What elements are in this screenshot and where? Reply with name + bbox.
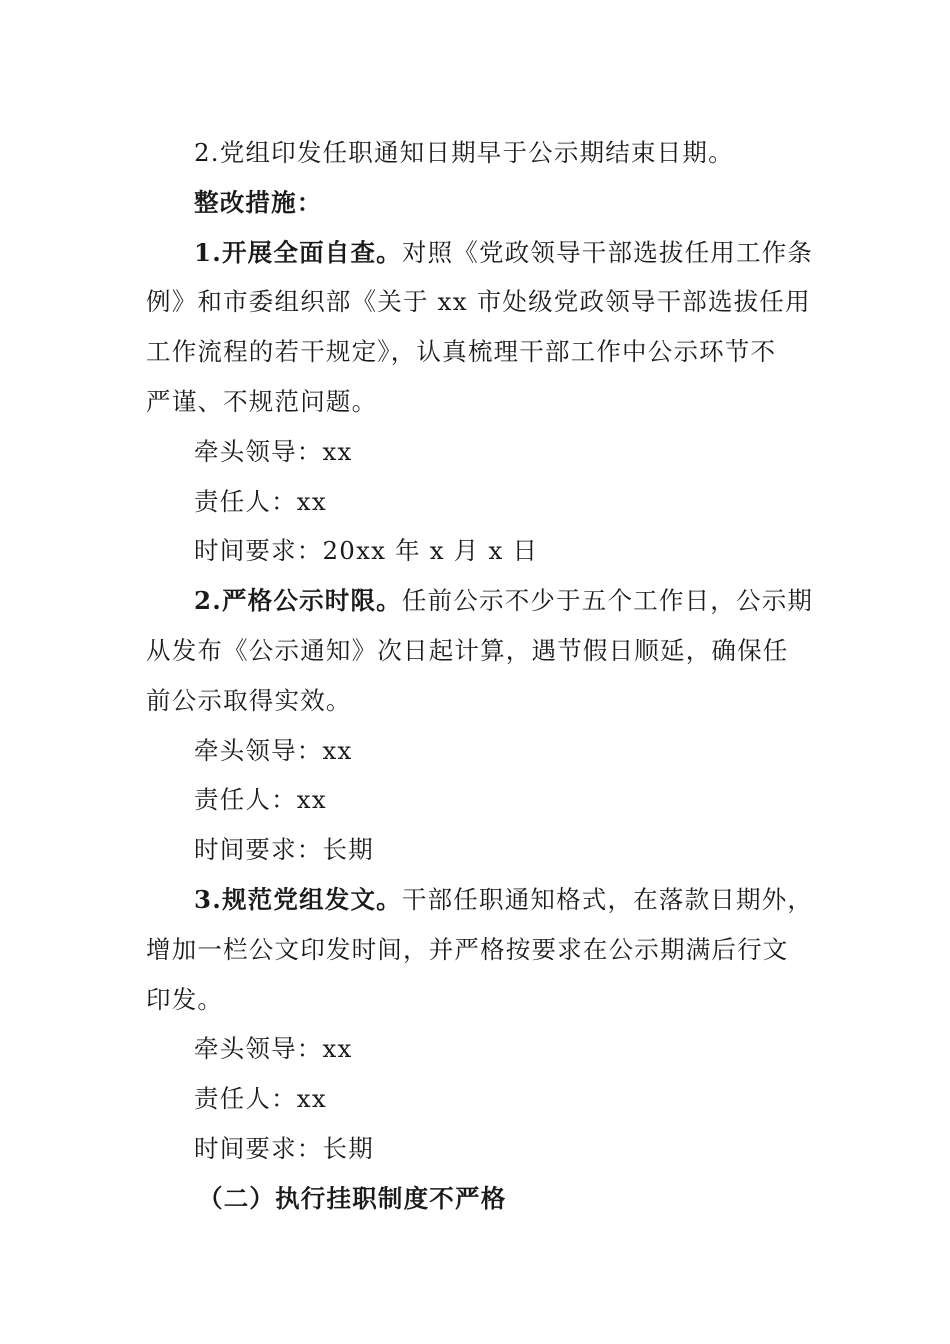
item3-line3: 印发。 bbox=[146, 984, 224, 1014]
document-page bbox=[146, 128, 814, 1224]
item1-title: 1.开展全面自查。 bbox=[194, 237, 402, 267]
item1-responsible: 责任人：xx bbox=[194, 486, 327, 516]
item1-deadline: 时间要求：20xx 年 x 月 x 日 bbox=[194, 536, 539, 566]
item1-line2: 例》和市委组织部《关于 xx 市处级党政领导干部选拔任用 bbox=[146, 287, 811, 317]
item3-text: 干部任职通知格式，在落款日期外， bbox=[401, 884, 814, 914]
item2-text: 任前公示不少于五个工作日，公示期 bbox=[401, 586, 814, 616]
item2-line2: 从发布《公示通知》次日起计算，遇节假日顺延，确保任 bbox=[146, 635, 789, 665]
item1-line1 bbox=[146, 228, 814, 278]
item2-leader: 牵头领导：xx bbox=[194, 735, 353, 765]
item2-responsible: 责任人：xx bbox=[194, 785, 327, 815]
paragraph-issue-2: 2.党组印发任职通知日期早于公示期结束日期。 bbox=[194, 138, 734, 167]
item2-title: 2.严格公示时限。 bbox=[194, 586, 402, 616]
measures-heading: 整改措施： bbox=[194, 187, 323, 217]
item1-leader: 牵头领导：xx bbox=[194, 436, 353, 466]
item3-line2: 增加一栏公文印发时间，并严格按要求在公示期满后行文 bbox=[146, 934, 789, 964]
item3-title: 3.规范党组发文。 bbox=[194, 884, 402, 914]
item3-line1 bbox=[146, 875, 814, 925]
item3-responsible: 责任人：xx bbox=[194, 1084, 327, 1114]
section2-heading: （二）执行挂职制度不严格 bbox=[198, 1183, 507, 1213]
item2-deadline: 时间要求：长期 bbox=[194, 835, 374, 865]
item1-line3: 工作流程的若干规定》，认真梳理干部工作中公示环节不 bbox=[146, 337, 777, 367]
item3-leader: 牵头领导：xx bbox=[194, 1034, 353, 1064]
item1-line4: 严谨、不规范问题。 bbox=[146, 386, 378, 416]
item2-line1 bbox=[146, 576, 814, 626]
item2-line3: 前公示取得实效。 bbox=[146, 685, 352, 715]
item3-deadline: 时间要求：长期 bbox=[194, 1133, 374, 1163]
item1-text: 对照《党政领导干部选拔任用工作条 bbox=[401, 237, 814, 267]
